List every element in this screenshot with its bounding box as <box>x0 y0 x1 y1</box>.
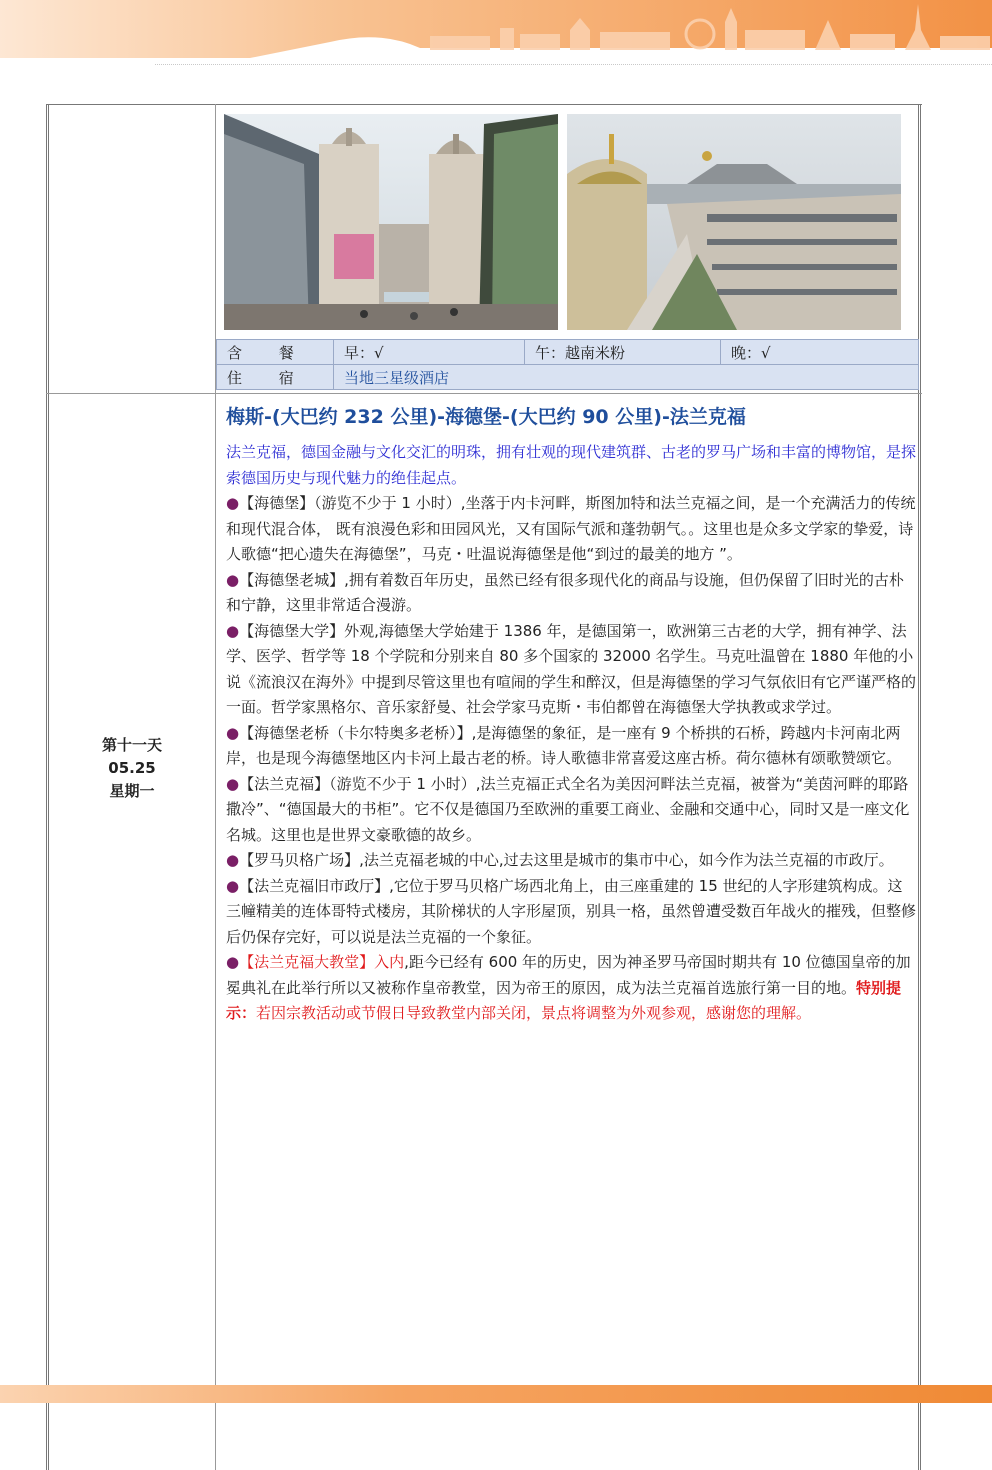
attraction-title: 【法兰克福】 <box>239 774 330 793</box>
header-dotted-rule <box>155 64 992 65</box>
route-title: 梅斯-(大巴约 232 公里)-海德堡-(大巴约 90 公里)-法兰克福 <box>226 406 746 428</box>
attraction-item <box>226 568 916 619</box>
itinerary-table <box>46 104 920 1470</box>
day-number: 第十一天 <box>101 736 162 754</box>
attraction-title: 【法兰克福旧市政厅】 <box>239 876 390 895</box>
attraction-text: ,它位于罗马贝格广场西北角上，由三座重建的 15 世纪的人字形建筑构成。这三幢精美的连体哥特式楼房，其阶梯状的人字形屋顶，别具一格，虽然曾遭受数百年战火的摧残，但整修后仍保存完好，可以说是法兰克福的一个象征。 <box>226 876 917 946</box>
bullet-dot-icon: ● <box>226 876 240 895</box>
photo-rooftop-view <box>567 114 901 330</box>
bullet-dot-icon: ● <box>226 953 240 971</box>
photo-shopping-street <box>224 114 558 330</box>
attraction-text: （游览不少于 1 小时）,法兰克福正式全名为美因河畔法兰克福，被誉为“美茵河畔的耶路撒冷”、“德国最大的书柜”。它不仅是德国乃至欧洲的重要工商业、金融和交通中心，同时又是一座文化名城。这里也是世界文豪歌德的故乡。 <box>226 774 910 844</box>
dinner-cell: 晚：√ <box>721 340 919 365</box>
meals-lodging-table <box>216 339 919 390</box>
bullet-dot-icon: ● <box>226 774 240 793</box>
attraction-item <box>226 874 916 951</box>
day-weekday: 星期一 <box>109 782 155 800</box>
day-date: 05.25 <box>108 759 156 777</box>
bullet-dot-icon: ● <box>226 723 240 742</box>
special-hint-text: 若因宗教活动或节假日导致教堂内部关闭，景点将调整为外观参观，感谢您的理解。 <box>256 1004 812 1022</box>
bullet-dot-icon: ● <box>226 494 240 512</box>
attraction-item <box>226 848 916 874</box>
attraction-title: 【海德堡大学】 <box>239 621 345 640</box>
cathedral-title: 【法兰克福大教堂】 <box>239 953 375 971</box>
table-right-border <box>918 104 921 1470</box>
attraction-item <box>226 721 916 772</box>
attraction-text: 外观,海德堡大学始建于 1386 年，是德国第一，欧洲第三古老的大学，拥有神学、法学、医学、哲学等 18 个学院和分别来自 80 多个国家的 32000 名学生。马克吐温曾在 1880 年他的小说《流浪汉在海外》中提到尽管这里也有喧闹的学生和醉汉，但是海德堡的学习气氛依旧有它严谨严格的一面。哲学家黑格尔、音乐家舒曼、社会学家马克斯・韦伯都曾在海德堡大学执教或求学过。 <box>226 621 917 716</box>
bullet-dot-icon: ● <box>226 621 240 640</box>
attraction-title: 【海德堡老桥（卡尔特奥多老桥）】 <box>239 723 472 742</box>
cathedral-entry: 入内 <box>374 953 405 971</box>
table-top-border <box>46 104 922 105</box>
bullet-dot-icon: ● <box>226 851 240 869</box>
attraction-item <box>226 491 916 568</box>
intro-paragraph: 法兰克福，德国金融与文化交汇的明珠，拥有壮观的现代建筑群、古老的罗马广场和丰富的博物馆，是探索德国历史与现代魅力的绝佳起点。 <box>226 443 917 487</box>
attraction-text: ,是海德堡的象征，是一座有 9 个桥拱的石桥，跨越内卡河南北两岸，也是现今海德堡地区内卡河上最古老的桥。诗人歌德非常喜爱这座古桥。荷尔德林有颂歌赞颂它。 <box>226 723 902 767</box>
attraction-title: 【海德堡老城】 <box>239 570 345 589</box>
lunch-cell: 午：越南米粉 <box>525 340 721 365</box>
attraction-text: （游览不少于 1 小时）,坐落于内卡河畔，斯图加特和法兰克福之间，是一个充满活力的传统和现代混合体， 既有浪漫色彩和田园风光，又有国际气派和蓬勃朝气。。这里也是众多文学家的挚爱，诗人歌德“把心遗失在海德堡”，马克・吐温说海德堡是他“到过的最美的地方 ”。 <box>226 494 916 563</box>
attraction-title: 【海德堡】 <box>239 494 315 512</box>
attraction-item <box>226 619 916 721</box>
lodging-row <box>217 365 919 390</box>
header-skyline-banner <box>0 0 992 58</box>
footer-band <box>0 1385 992 1403</box>
lodging-label: 住 宿 <box>217 365 334 390</box>
attraction-title: 【罗马贝格广场】 <box>239 851 360 869</box>
lodging-value: 当地三星级酒店 <box>334 365 919 390</box>
breakfast-cell: 早：√ <box>334 340 525 365</box>
day-row-divider <box>46 393 922 394</box>
special-hint-label: 特别提示： <box>226 978 902 1022</box>
attraction-item <box>226 772 916 849</box>
bullet-dot-icon: ● <box>226 570 240 589</box>
day-label <box>48 734 216 803</box>
attraction-text: ,法兰克福老城的中心,过去这里是城市的集市中心，如今作为法兰克福的市政厅。 <box>359 851 894 869</box>
cathedral-text: ,距今已经有 600 年的历史，因为神圣罗马帝国时期共有 10 位德国皇帝的加冕典礼在此举行所以又被称作皇帝教堂，因为帝王的原因，成为法兰克福首选旅行第一目的地。 <box>226 953 911 997</box>
meals-label: 含 餐 <box>217 340 334 365</box>
attraction-text: ,拥有着数百年历史，虽然已经有很多现代化的商品与设施，但仍保留了旧时光的古朴和宁静，这里非常适合漫游。 <box>226 570 904 614</box>
day-content <box>226 402 916 1027</box>
meals-row <box>217 340 919 365</box>
cathedral-item <box>226 950 916 1027</box>
